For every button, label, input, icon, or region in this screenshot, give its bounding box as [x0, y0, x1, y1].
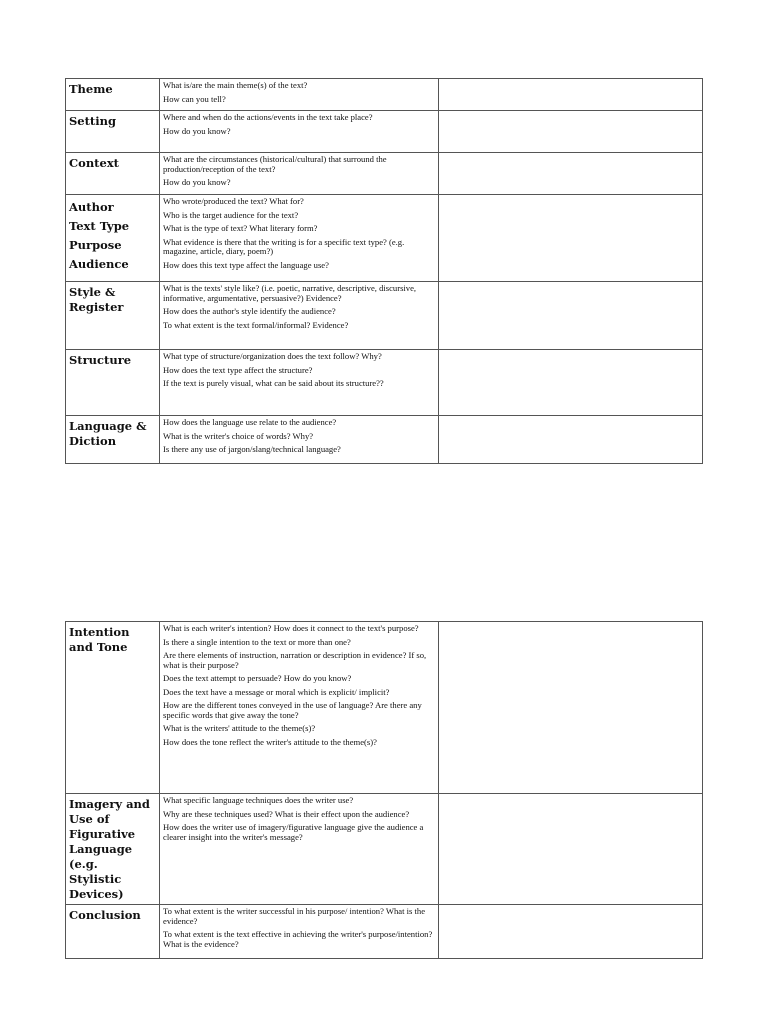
question: Is there a single intention to the text or more than one?	[163, 636, 351, 647]
answer-cell[interactable]	[439, 350, 703, 416]
questions-cell	[160, 794, 439, 905]
answer-cell[interactable]	[439, 79, 703, 111]
analysis-table-1	[65, 78, 703, 464]
questions-cell	[160, 905, 439, 959]
question: How do you know?	[163, 125, 231, 136]
question: How does the author's style identify the audience?	[163, 306, 336, 316]
row-label-cell	[66, 416, 160, 464]
row-label: Setting	[69, 114, 117, 128]
question: What type of structure/organization does the text follow? Why?	[163, 351, 382, 361]
question: How do you know?	[163, 177, 231, 187]
row-label-cell	[66, 794, 160, 905]
question: How does the text type affect the structure?	[163, 364, 313, 375]
question: Does the text attempt to persuade? How do you know?	[163, 673, 352, 683]
question: What is/are the main theme(s) of the text?	[163, 80, 308, 90]
row-label: Context	[69, 156, 119, 170]
row-label-cell	[66, 79, 160, 111]
question: What is the writer's choice of words? Why?	[163, 430, 314, 441]
row-label-cell	[66, 282, 160, 350]
row-label: Imagery and Use of Figurative Language (e.g. Stylistic Devices)	[69, 797, 150, 901]
question: How does the writer use of imagery/figurative language give the audience a clearer insight into the writer's message?	[163, 822, 424, 842]
row-label-cell	[66, 111, 160, 153]
table-row-author	[66, 195, 703, 282]
row-label: Theme	[69, 82, 113, 96]
questions-cell	[160, 79, 439, 111]
row-label-cell	[66, 622, 160, 794]
question: How can you tell?	[163, 93, 226, 104]
answer-cell[interactable]	[439, 111, 703, 153]
question: How are the different tones conveyed in the use of language? Are there any specific words that give away the tone?	[163, 700, 422, 720]
questions-cell	[160, 622, 439, 794]
row-label: Language & Diction	[69, 419, 147, 448]
answer-cell[interactable]	[439, 195, 703, 282]
row-label: Style & Register	[69, 285, 124, 314]
table-row-conclusion	[66, 905, 703, 959]
question: What evidence is there that the writing is for a specific text type? (e.g. magazine, article, diary, poem?)	[163, 236, 405, 256]
questions-cell	[160, 350, 439, 416]
table-row-style-register	[66, 282, 703, 350]
table-row-context	[66, 153, 703, 195]
table-row-setting	[66, 111, 703, 153]
table-row-imagery	[66, 794, 703, 905]
question: What is the type of text? What literary form?	[163, 223, 318, 233]
question: To what extent is the text effective in achieving the writer's purpose/intention? What is the evidence?	[163, 929, 433, 949]
question: Is there any use of jargon/slang/technical language?	[163, 444, 341, 454]
question: Does the text have a message or moral which is explicit/ implicit?	[163, 686, 390, 697]
question: What are the circumstances (historical/cultural) that surround the production/reception of the text?	[163, 154, 387, 174]
question: To what extent is the text formal/informal? Evidence?	[163, 319, 349, 330]
answer-cell[interactable]	[439, 905, 703, 959]
questions-cell	[160, 416, 439, 464]
question: How does the tone reflect the writer's attitude to the theme(s)?	[163, 736, 377, 747]
questions-cell	[160, 195, 439, 282]
row-label: Author Text Type Purpose Audience	[69, 200, 130, 271]
row-label-cell	[66, 195, 160, 282]
answer-cell[interactable]	[439, 622, 703, 794]
row-label: Conclusion	[69, 908, 141, 922]
question: What is the texts' style like? (i.e. poetic, narrative, descriptive, discursive, informative, argumentative, persuasive?) Evidence?	[163, 283, 417, 303]
row-label-cell	[66, 153, 160, 195]
questions-cell	[160, 153, 439, 195]
row-label-cell	[66, 350, 160, 416]
question: To what extent is the writer successful in his purpose/ intention? What is the evidence?	[163, 906, 426, 926]
question: If the text is purely visual, what can be said about its structure??	[163, 378, 384, 388]
table-row-language-diction	[66, 416, 703, 464]
answer-cell[interactable]	[439, 282, 703, 350]
table-row-theme	[66, 79, 703, 111]
answer-cell[interactable]	[439, 416, 703, 464]
table-row-structure	[66, 350, 703, 416]
questions-cell	[160, 282, 439, 350]
question: What is each writer's intention? How does it connect to the text's purpose?	[163, 623, 419, 633]
question: Are there elements of instruction, narration or description in evidence? If so, what is their purpose?	[163, 650, 427, 670]
table-row-intention-tone	[66, 622, 703, 794]
question: Where and when do the actions/events in the text take place?	[163, 112, 373, 122]
question: How does this text type affect the language use?	[163, 259, 329, 270]
question: Who is the target audience for the text?	[163, 209, 299, 220]
questions-cell	[160, 111, 439, 153]
question: Why are these techniques used? What is their effect upon the audience?	[163, 808, 410, 819]
row-label: Structure	[69, 353, 132, 367]
row-label: Intention and Tone	[69, 625, 130, 654]
question: What is the writers' attitude to the theme(s)?	[163, 723, 316, 733]
question: What specific language techniques does the writer use?	[163, 795, 354, 805]
answer-cell[interactable]	[439, 153, 703, 195]
analysis-table-2	[65, 621, 703, 959]
answer-cell[interactable]	[439, 794, 703, 905]
row-label-cell	[66, 905, 160, 959]
question: How does the language use relate to the audience?	[163, 417, 337, 427]
question: Who wrote/produced the text? What for?	[163, 196, 304, 206]
